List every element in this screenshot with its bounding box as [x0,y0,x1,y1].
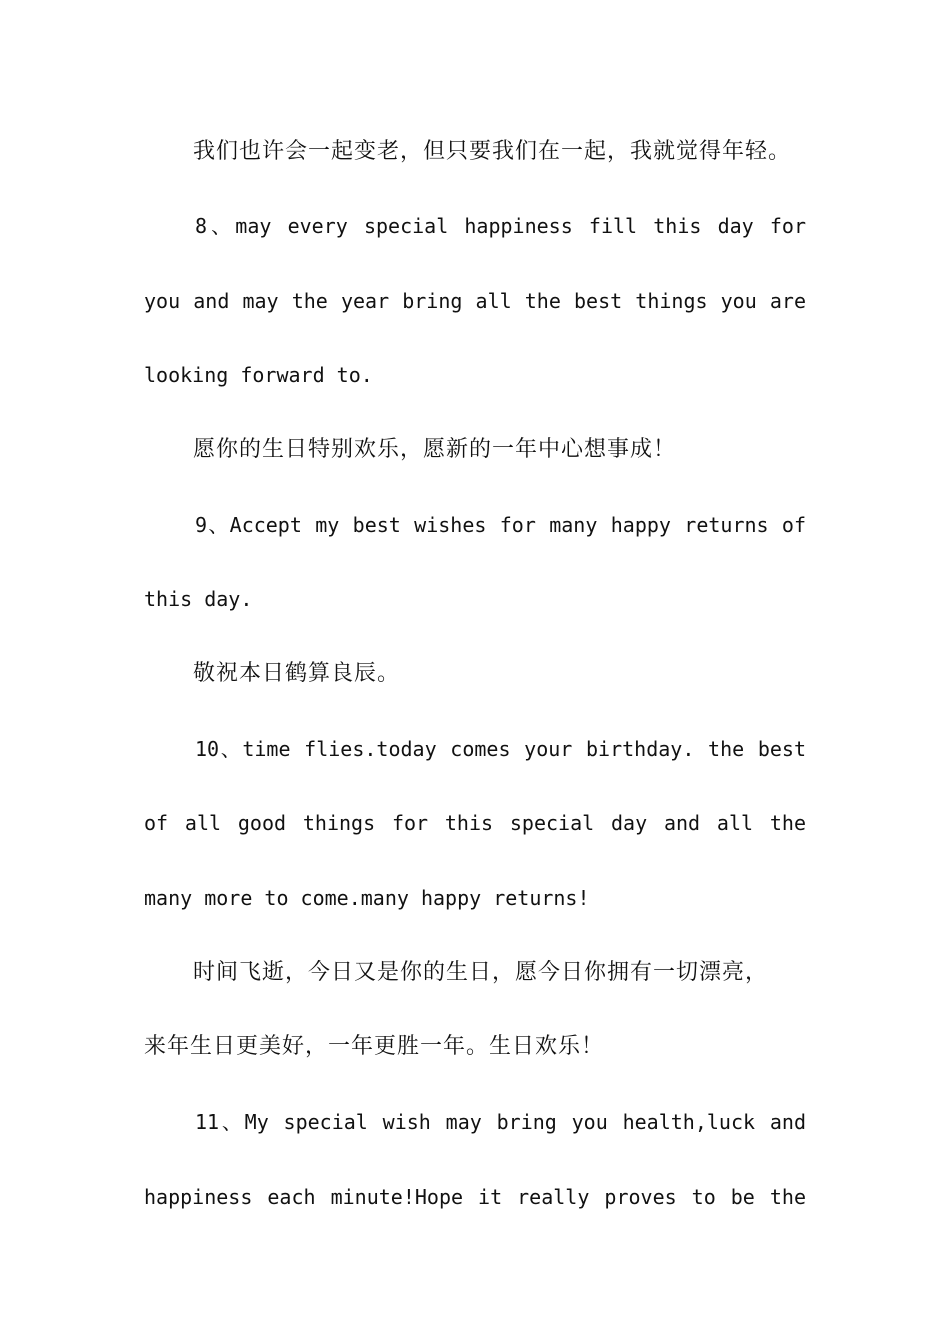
text-line: you and may the year bring all the best things you are [144,289,806,313]
text-line: 11、My special wish may bring you health,luck and [195,1110,806,1134]
text-line: this day. [144,587,253,611]
text-line: 10、time flies.today comes your birthday. the best [195,737,806,761]
text-line: 时间飞逝，今日又是你的生日，愿今日你拥有一切漂亮， [193,960,769,985]
text-line: happiness each minute!Hope it really proves to be the [144,1185,806,1209]
text-line: 9、Accept my best wishes for many happy returns of [195,513,806,537]
text-line: 愿你的生日特别欢乐，愿新的一年中心想事成！ [193,437,677,462]
text-line: looking forward to. [144,363,373,387]
text-line: 8、may every special happiness fill this day for [195,214,806,238]
text-line: 我们也许会一起变老，但只要我们在一起，我就觉得年轻。 [193,139,792,164]
text-line: many more to come.many happy returns! [144,886,590,910]
text-line: 来年生日更美好，一年更胜一年。生日欢乐！ [144,1034,605,1059]
text-line: 敬祝本日鹤算良辰。 [193,661,401,686]
text-line: of all good things for this special day and all the [144,811,806,835]
